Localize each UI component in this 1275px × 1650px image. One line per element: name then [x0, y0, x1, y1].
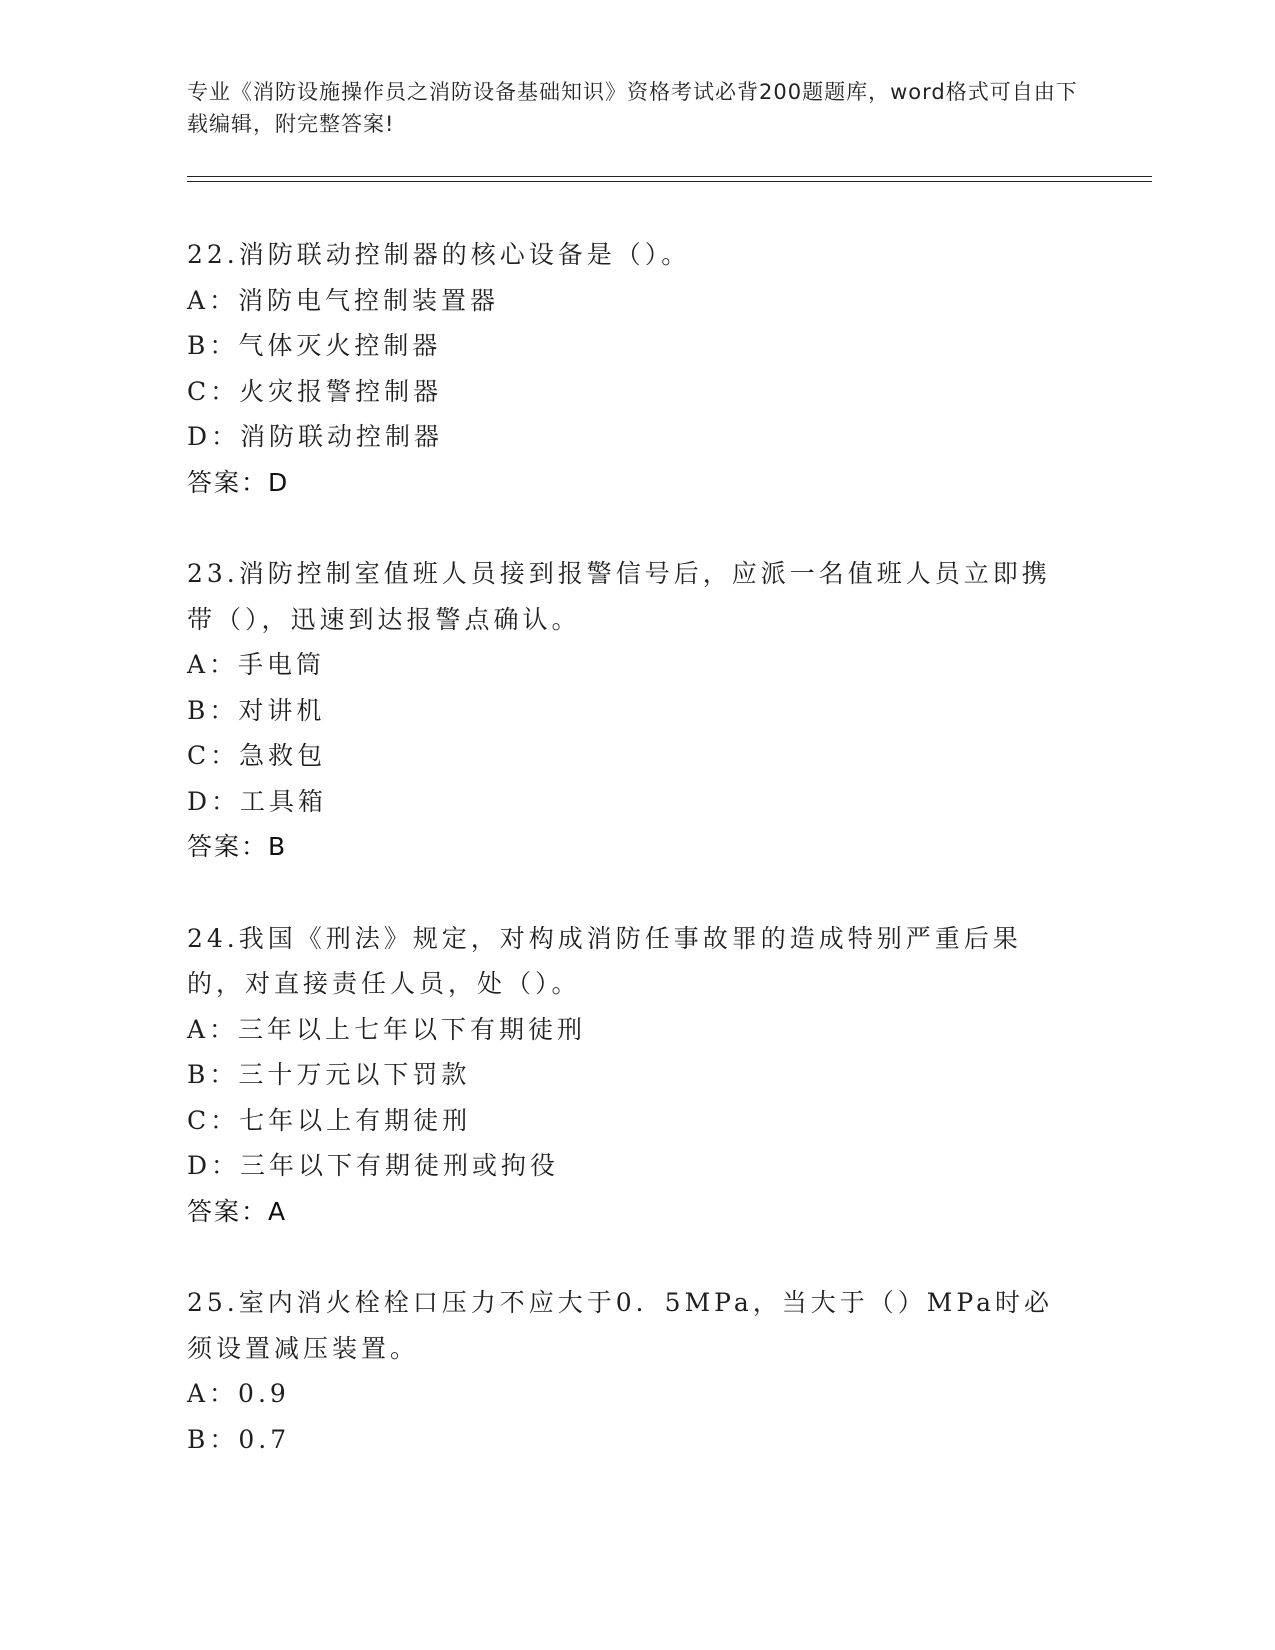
option-a: A：三年以上七年以下有期徒刑 [187, 1014, 587, 1044]
option-d: D：工具箱 [187, 786, 328, 816]
option-d: D：消防联动控制器 [187, 422, 444, 451]
answer-line: 答案：D [187, 467, 290, 497]
question-stem: 24.我国《刑法》规定，对构成消防任事故罪的造成特别严重后果的，对直接责任人员，处（）。 [187, 923, 1022, 998]
option-a: A：消防电气控制装置器 [187, 285, 500, 315]
option-b: B：对讲机 [187, 695, 326, 725]
question-22 [187, 232, 1087, 505]
option-b: B：气体灭火控制器 [187, 331, 442, 360]
question-24 [187, 916, 1087, 1235]
option-b: B：0.7 [187, 1424, 291, 1454]
question-list [187, 232, 1087, 1508]
question-stem: 23.消防控制室值班人员接到报警信号后，应派一名值班人员立即携带（），迅速到达报警点确认。 [187, 559, 1051, 634]
option-a: A：手电筒 [187, 650, 326, 679]
option-c: C：七年以上有期徒刑 [187, 1105, 472, 1135]
option-c: C：急救包 [187, 741, 327, 770]
question-stem: 22.消防联动控制器的核心设备是（）。 [187, 240, 691, 269]
question-stem: 25.室内消火栓栓口压力不应大于0．5MPa，当大于（）MPa时必须设置减压装置。 [187, 1288, 1053, 1363]
answer-line: 答案：A [187, 1196, 288, 1226]
option-b: B：三十万元以下罚款 [187, 1060, 471, 1089]
answer-line: 答案：B [187, 832, 288, 861]
document-header: 专业《消防设施操作员之消防设备基础知识》资格考试必背200题题库，word格式可自由下载编辑，附完整答案! [187, 80, 1078, 136]
option-c: C：火灾报警控制器 [187, 376, 443, 406]
header-divider-second [187, 181, 1152, 182]
option-a: A：0.9 [187, 1379, 290, 1408]
option-d: D：三年以下有期徒刑或拘役 [187, 1151, 560, 1180]
header-divider [187, 176, 1152, 177]
question-23 [187, 551, 1087, 870]
question-25 [187, 1280, 1087, 1462]
